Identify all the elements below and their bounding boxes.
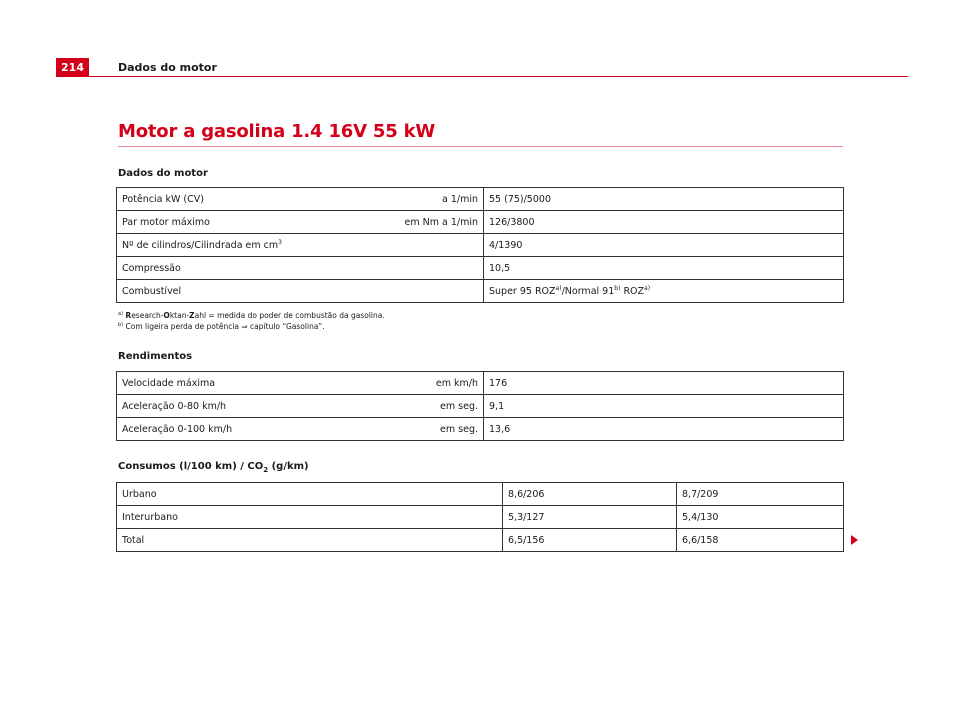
row-value: 10,5	[484, 257, 844, 280]
row-value: 13,6	[484, 418, 844, 441]
performance-heading: Rendimentos	[118, 351, 193, 362]
table-row	[117, 483, 844, 506]
fuel-text: Super 95 ROZ	[489, 285, 556, 297]
footnote-bold: O	[163, 311, 170, 320]
table-row	[117, 395, 844, 418]
table-row	[117, 280, 844, 303]
row-unit: a 1/min	[363, 188, 484, 211]
consumption-heading	[118, 461, 309, 474]
footnote-ref: a)	[644, 284, 651, 292]
row-unit	[363, 257, 484, 280]
heading-text: (g/km)	[268, 461, 309, 472]
row-label: Potência kW (CV)	[117, 188, 364, 211]
subscript: 2	[263, 466, 269, 474]
page-title: Motor a gasolina 1.4 16V 55 kW	[118, 121, 436, 142]
engine-table	[116, 187, 844, 303]
row-unit	[363, 280, 484, 303]
footnote-text: esearch-	[131, 311, 164, 320]
row-label: Par motor máximo	[117, 211, 364, 234]
consumption-table	[116, 482, 844, 552]
fuel-text: ROZ	[620, 285, 645, 297]
row-value-2: 5,4/130	[677, 506, 844, 529]
table-row	[117, 211, 844, 234]
superscript: 3	[278, 238, 282, 246]
table-row	[117, 529, 844, 552]
footnote-mark: b)	[118, 322, 124, 328]
row-value: 9,1	[484, 395, 844, 418]
row-value: 176	[484, 372, 844, 395]
row-label: Velocidade máxima	[117, 372, 364, 395]
row-label: Total	[117, 529, 503, 552]
footnote-mark: a)	[118, 311, 124, 317]
engine-heading: Dados do motor	[118, 168, 208, 179]
fuel-text: /Normal 91	[561, 285, 615, 297]
row-value-urbano-2: 8,7/209	[677, 483, 844, 506]
row-unit	[363, 234, 484, 257]
row-unit: em seg.	[363, 418, 484, 441]
footnote-bold: R	[125, 311, 132, 320]
page-number: 214	[56, 58, 89, 77]
title-divider	[118, 146, 843, 147]
row-unit: em km/h	[363, 372, 484, 395]
row-value-1: 6,5/156	[503, 529, 677, 552]
heading-text: Consumos (l/100 km) / CO	[118, 461, 264, 472]
row-unit: em seg.	[363, 395, 484, 418]
row-value-2: 6,6/158	[677, 529, 844, 552]
footnote-a	[118, 310, 385, 321]
row-label: Aceleração 0-80 km/h	[117, 395, 364, 418]
performance-table	[116, 371, 844, 441]
row-unit: em Nm a 1/min	[363, 211, 484, 234]
row-label: Combustível	[117, 280, 364, 303]
table-row	[117, 257, 844, 280]
row-value-1: 5,3/127	[503, 506, 677, 529]
row-label: Compressão	[117, 257, 364, 280]
row-value: 4/1390	[484, 234, 844, 257]
row-value-urbano-1: 8,6/206	[503, 483, 677, 506]
footnote-text: Com ligeira perda de potência ⇒ capítulo “Gasolina”.	[125, 322, 325, 331]
row-label-text: Nº de cilindros/Cilindrada em cm	[122, 239, 279, 251]
row-label	[117, 234, 364, 257]
header-title: Dados do motor	[118, 61, 217, 74]
footnote-b	[118, 321, 325, 332]
row-value	[484, 280, 844, 303]
table-row	[117, 372, 844, 395]
table-row	[117, 188, 844, 211]
footnote-ref: a)	[555, 284, 562, 292]
table-row	[117, 506, 844, 529]
row-label: Urbano	[117, 483, 503, 506]
footnote-bold: Z	[189, 311, 195, 320]
row-label: Interurbano	[117, 506, 503, 529]
arrow-right-icon	[851, 535, 858, 545]
footnote-text: ahl = medida do poder de combustão da gasolina.	[194, 311, 385, 320]
footnote-text: ktan-	[169, 311, 190, 320]
footnote-ref: b)	[614, 284, 621, 292]
table-row	[117, 418, 844, 441]
table-row	[117, 234, 844, 257]
row-value: 126/3800	[484, 211, 844, 234]
row-value: 55 (75)/5000	[484, 188, 844, 211]
header-divider	[89, 76, 908, 77]
row-label: Aceleração 0-100 km/h	[117, 418, 364, 441]
